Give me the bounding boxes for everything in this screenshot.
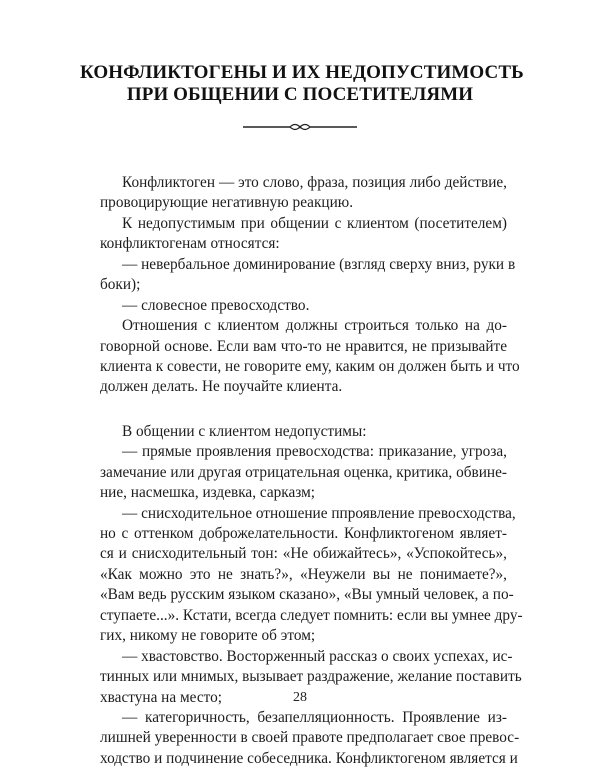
text-line: гих, никому не говорите об этом; — [100, 627, 316, 645]
text-line: Отношения с клиентом должны строиться только на до- — [122, 317, 507, 335]
text-line: К недопустимым при общении с клиентом (посетителем) — [122, 214, 507, 232]
ornament-divider-icon — [243, 122, 357, 132]
chapter-title-line-1: КОНФЛИКТОГЕНЫ И ИХ НЕДОПУСТИМОСТЬ — [80, 62, 524, 83]
text-line: — словесное превосходство. — [122, 296, 310, 314]
text-line: тинных или мнимых, вызывает раздражение, желание поставить — [100, 668, 522, 686]
paragraph-relations — [100, 316, 520, 398]
text-line: ступаете...». Кстати, всегда следует помнить: если вы умнее дру- — [100, 606, 523, 624]
text-line: лишней уверенности в своей правоте предполагает свое превос- — [100, 729, 520, 747]
list-item-direct-superiority — [100, 442, 507, 503]
text-line: ходство и подчинение собеседника. Конфликтогеном является и — [100, 749, 518, 767]
text-line: Конфликтоген — это слово, фраза, позиция либо действие, — [122, 174, 507, 191]
list-item-nonverbal — [100, 255, 516, 296]
paragraph-unacceptable-intro — [100, 214, 507, 255]
page-number: 28 — [293, 690, 307, 705]
text-line: конфликтогенам относятся: — [100, 235, 280, 253]
section-gap — [100, 398, 507, 422]
list-item-verbal — [100, 296, 507, 316]
paragraph-in-communication — [100, 422, 507, 442]
text-line: В общении с клиентом недопустимы: — [122, 422, 367, 440]
text-line: — хвастовство. Восторженный рассказ о своих успехах, ис- — [122, 647, 513, 665]
list-item-condescension — [100, 504, 523, 647]
text-line: хвастуна на место; — [100, 688, 223, 706]
text-line: говорной основе. Если вам что-то не нравится, не призывайте — [100, 337, 507, 355]
chapter-title-line-2: ПРИ ОБЩЕНИИ С ПОСЕТИТЕЛЯМИ — [126, 84, 474, 105]
text-line: «Как можно это не знать?», «Неужели вы не понимаете?», — [100, 565, 507, 583]
list-item-categorical — [100, 708, 520, 769]
text-line: — невербальное доминирование (взгляд сверху вниз, руки в — [122, 255, 516, 273]
text-line: ние, насмешка, издевка, сарказм; — [100, 484, 316, 502]
text-line: боки); — [100, 276, 141, 294]
body-text — [100, 173, 523, 769]
chapter-title — [80, 62, 524, 106]
text-line: должен делать. Не поучайте клиента. — [100, 378, 343, 396]
paragraph-definition — [100, 173, 507, 214]
text-line: — снисходительное отношение ппроявление превосходства, — [122, 504, 516, 522]
text-line: провоцирующие негативную реакцию. — [100, 194, 354, 212]
text-line: — категоричность, безапелляционность. Проявление из- — [122, 708, 507, 726]
text-line: — прямые проявления превосходства: приказание, угроза, — [122, 443, 507, 461]
text-line: ся и снисходительный тон: «Не обижайтесь», «Успокойтесь», — [100, 545, 507, 563]
text-line: но с оттенком доброжелательности. Конфликтогеном являет- — [100, 525, 507, 542]
text-line: «Вам ведь русским языком сказано», «Вы умный человек, а по- — [100, 586, 514, 604]
text-line: клиента к совести, не говорите ему, каким он должен быть и что — [100, 357, 520, 375]
text-line: замечание или другая отрицательная оценка, критика, обвине- — [100, 463, 507, 481]
